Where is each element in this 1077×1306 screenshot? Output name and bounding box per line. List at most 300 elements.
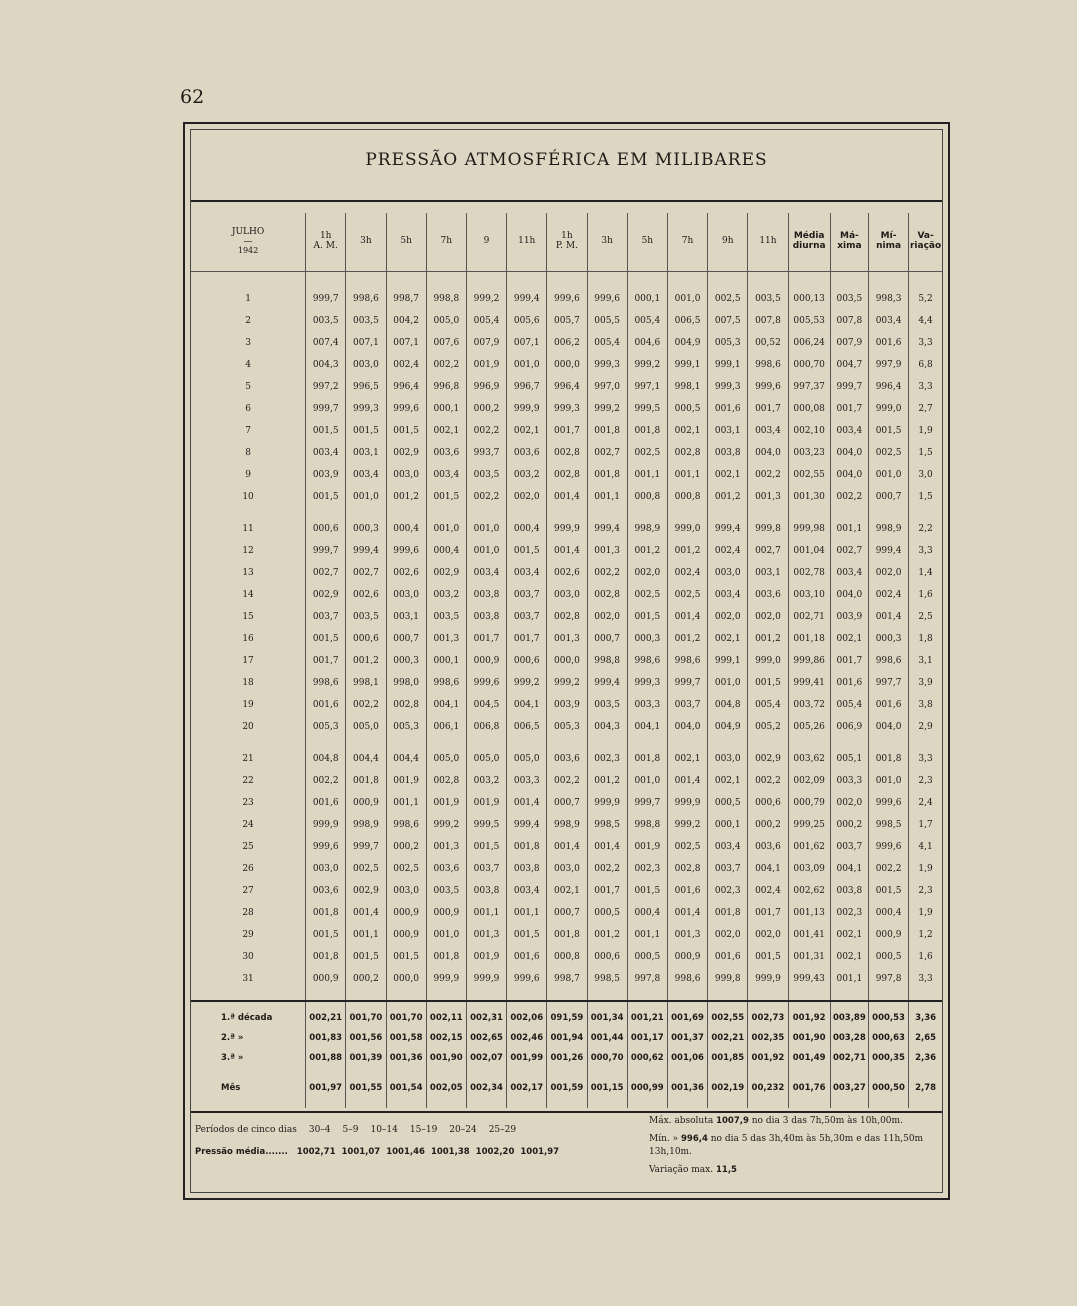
table-cell: 005,6 <box>507 310 547 332</box>
column-header-sub: nima <box>876 241 902 251</box>
summary-cell: 001,15 <box>587 1068 627 1108</box>
table-cell: 999,7 <box>306 398 346 420</box>
summary-cell: 002,65 <box>466 1028 506 1048</box>
table-cell: 003,0 <box>547 858 587 880</box>
summary-cell: 001,54 <box>386 1068 426 1108</box>
table-title: PRESSÃO ATMOSFÉRICA EM MILIBARES <box>365 150 768 170</box>
table-cell: 002,5 <box>667 584 707 606</box>
mean-pressure-value: 1002,71 <box>296 1147 336 1157</box>
table-row <box>191 716 942 738</box>
day-number: 8 <box>245 448 251 458</box>
table-cell: 006,2 <box>547 332 587 354</box>
table-cell: 002,8 <box>587 584 627 606</box>
summary-cell: 001,17 <box>627 1028 667 1048</box>
table-cell: 002,8 <box>547 464 587 486</box>
table-cell: 997,7 <box>868 672 908 694</box>
summary-cell: 00,232 <box>748 1068 788 1108</box>
table-cell: 002,8 <box>547 442 587 464</box>
table-cell: 999,2 <box>547 672 587 694</box>
day-number: 4 <box>245 360 251 370</box>
table-cell: 000,9 <box>667 946 707 968</box>
table-cell: 000,5 <box>868 946 908 968</box>
table-cell: 003,6 <box>306 880 346 902</box>
table-cell: 001,4 <box>868 606 908 628</box>
table-cell: 000,08 <box>788 398 830 420</box>
table-cell: 000,0 <box>547 354 587 376</box>
table-cell: 005,53 <box>788 310 830 332</box>
table-cell: 003,8 <box>466 880 506 902</box>
table-cell: 000,13 <box>788 272 830 311</box>
column-header-top: 7h <box>440 236 453 247</box>
table-cell: 999,41 <box>788 672 830 694</box>
table-cell: 003,3 <box>627 694 667 716</box>
table-cell: 001,6 <box>306 792 346 814</box>
day-number: 24 <box>242 820 254 830</box>
table-cell: 000,4 <box>426 540 466 562</box>
table-cell: 003,4 <box>708 584 748 606</box>
day-number: 20 <box>242 722 254 732</box>
table-cell: 007,8 <box>748 310 788 332</box>
table-cell: 002,3 <box>830 902 868 924</box>
table-cell: 001,5 <box>627 880 667 902</box>
table-cell: 998,7 <box>547 968 587 1001</box>
summary-cell: 002,21 <box>306 1001 346 1028</box>
table-cell: 003,62 <box>788 738 830 770</box>
table-cell: 007,9 <box>830 332 868 354</box>
table-cell: 001,3 <box>667 924 707 946</box>
table-cell: 004,8 <box>306 738 346 770</box>
table-cell: 996,8 <box>426 376 466 398</box>
table-cell: 005,4 <box>466 310 506 332</box>
table-row <box>191 946 942 968</box>
table-cell: 001,0 <box>466 508 506 540</box>
table-cell: 005,7 <box>547 310 587 332</box>
summary-cell: 001,94 <box>547 1028 587 1048</box>
table-cell: 999,8 <box>748 508 788 540</box>
table-cell: 004,4 <box>386 738 426 770</box>
table-cell: 004,3 <box>587 716 627 738</box>
table-cell: 004,0 <box>830 584 868 606</box>
column-header <box>909 213 942 272</box>
day-number: 28 <box>242 908 254 918</box>
table-cell: 004,0 <box>830 464 868 486</box>
table-cell: 001,7 <box>830 398 868 420</box>
summary-cell: 000,99 <box>627 1068 667 1108</box>
table-cell: 001,3 <box>426 628 466 650</box>
table-cell: 002,4 <box>708 540 748 562</box>
table-cell: 4,1 <box>909 836 942 858</box>
table-cell: 998,8 <box>627 814 667 836</box>
table-cell: 001,9 <box>466 792 506 814</box>
table-cell: 001,8 <box>547 924 587 946</box>
day-number: 6 <box>245 404 251 414</box>
table-cell: 2,7 <box>909 398 942 420</box>
table-cell: 001,6 <box>868 332 908 354</box>
mean-pressure-value: 1001,38 <box>430 1147 470 1157</box>
table-cell: 003,0 <box>306 858 346 880</box>
table-cell: 997,37 <box>788 376 830 398</box>
table-row <box>191 924 942 946</box>
table-cell: 003,8 <box>466 606 506 628</box>
table-cell: 2,3 <box>909 770 942 792</box>
table-cell: 001,7 <box>306 650 346 672</box>
min-absolute-value: 996,4 <box>681 1134 708 1145</box>
table-cell: 003,4 <box>346 464 386 486</box>
table-cell: 002,2 <box>547 770 587 792</box>
table-cell: 000,1 <box>426 398 466 420</box>
day-number: 1 <box>245 294 251 304</box>
table-cell: 1,9 <box>909 902 942 924</box>
table-cell: 999,0 <box>868 398 908 420</box>
table-row <box>191 792 942 814</box>
table-cell: 001,9 <box>386 770 426 792</box>
table-cell: 002,8 <box>426 770 466 792</box>
day-number: 13 <box>242 568 254 578</box>
table-cell: 002,09 <box>788 770 830 792</box>
table-cell: 003,1 <box>346 442 386 464</box>
table-cell: 002,1 <box>426 420 466 442</box>
table-cell: 000,4 <box>386 508 426 540</box>
table-cell: 000,9 <box>426 902 466 924</box>
table-cell: 001,9 <box>627 836 667 858</box>
table-cell: 002,7 <box>748 540 788 562</box>
table-cell: 999,2 <box>466 272 506 311</box>
table-cell: 2,5 <box>909 606 942 628</box>
table-cell: 004,0 <box>667 716 707 738</box>
table-cell: 002,9 <box>386 442 426 464</box>
summary-cell: 2,78 <box>909 1068 942 1108</box>
summary-cell: 001,37 <box>667 1028 707 1048</box>
table-cell: 003,4 <box>708 836 748 858</box>
table-cell: 005,2 <box>748 716 788 738</box>
table-cell: 001,5 <box>426 486 466 508</box>
table-cell: 999,3 <box>346 398 386 420</box>
table-cell: 002,5 <box>627 584 667 606</box>
table-cell: 996,4 <box>547 376 587 398</box>
summary-cell: 001,70 <box>346 1001 386 1028</box>
table-cell: 2,4 <box>909 792 942 814</box>
table-cell: 002,2 <box>587 562 627 584</box>
summary-cell: 001,26 <box>547 1048 587 1068</box>
table-cell: 001,5 <box>346 946 386 968</box>
table-cell: 999,4 <box>587 672 627 694</box>
column-header <box>426 213 466 272</box>
table-cell: 003,5 <box>748 272 788 311</box>
table-cell: 001,0 <box>868 464 908 486</box>
table-row <box>191 968 942 1001</box>
summary-row <box>191 1028 942 1048</box>
column-header-sub: A. M. <box>313 241 338 251</box>
column-header-top: 9h <box>721 236 734 247</box>
table-cell: 002,0 <box>748 606 788 628</box>
table-cell: 999,3 <box>547 398 587 420</box>
table-cell: 002,2 <box>830 486 868 508</box>
table-cell: 000,4 <box>627 902 667 924</box>
table-cell: 007,1 <box>346 332 386 354</box>
table-cell: 3,8 <box>909 694 942 716</box>
table-cell: 999,8 <box>708 968 748 1001</box>
table-cell: 999,7 <box>627 792 667 814</box>
table-row <box>191 738 942 770</box>
table-cell: 007,1 <box>507 332 547 354</box>
table-cell: 000,7 <box>547 792 587 814</box>
table-cell: 001,7 <box>748 902 788 924</box>
table-cell: 004,9 <box>708 716 748 738</box>
table-cell: 001,6 <box>306 694 346 716</box>
summary-cell: 001,55 <box>346 1068 386 1108</box>
table-cell: 003,5 <box>346 606 386 628</box>
day-number: 30 <box>242 952 254 962</box>
table-cell: 003,0 <box>346 354 386 376</box>
table-cell: 001,31 <box>788 946 830 968</box>
table-cell: 001,2 <box>346 650 386 672</box>
table-cell: 001,8 <box>306 902 346 924</box>
table-cell: 000,6 <box>587 946 627 968</box>
table-cell: 999,6 <box>306 836 346 858</box>
table-cell: 001,30 <box>788 486 830 508</box>
table-cell: 003,5 <box>466 464 506 486</box>
table-cell: 001,4 <box>587 836 627 858</box>
table-cell: 001,5 <box>386 420 426 442</box>
table-cell: 999,9 <box>547 508 587 540</box>
column-header-top: 3h <box>360 236 372 247</box>
day-number: 5 <box>245 382 251 392</box>
summary-cell: 003,89 <box>830 1001 868 1028</box>
table-cell: 001,6 <box>667 880 707 902</box>
table-cell: 001,9 <box>426 792 466 814</box>
table-cell: 999,6 <box>868 792 908 814</box>
day-number: 10 <box>242 492 254 502</box>
table-cell: 002,3 <box>587 738 627 770</box>
table-cell: 005,4 <box>627 310 667 332</box>
table-cell: 000,1 <box>708 814 748 836</box>
day-number: 11 <box>242 524 254 534</box>
table-cell: 001,3 <box>426 836 466 858</box>
table-cell: 001,0 <box>627 770 667 792</box>
table-cell: 001,3 <box>547 628 587 650</box>
footer-section <box>191 1111 942 1192</box>
mean-pressure-line <box>195 1147 615 1157</box>
table-cell: 001,6 <box>507 946 547 968</box>
table-cell: 002,6 <box>386 562 426 584</box>
table-cell: 999,86 <box>788 650 830 672</box>
table-cell: 999,6 <box>386 398 426 420</box>
day-number: 9 <box>245 470 251 480</box>
table-cell: 002,8 <box>547 606 587 628</box>
table-cell: 002,1 <box>507 420 547 442</box>
table-cell: 006,24 <box>788 332 830 354</box>
table-cell: 001,1 <box>830 508 868 540</box>
table-cell: 003,1 <box>386 606 426 628</box>
table-cell: 3,3 <box>909 376 942 398</box>
table-cell: 001,8 <box>627 738 667 770</box>
table-cell: 004,1 <box>830 858 868 880</box>
table-cell: 999,9 <box>306 814 346 836</box>
table-cell: 000,4 <box>868 902 908 924</box>
table-cell: 001,6 <box>830 672 868 694</box>
summary-cell: 000,70 <box>587 1048 627 1068</box>
summary-cell: 001,58 <box>386 1028 426 1048</box>
table-cell: 004,3 <box>306 354 346 376</box>
table-cell: 003,4 <box>426 464 466 486</box>
summary-cell: 002,05 <box>426 1068 466 1108</box>
table-cell: 001,4 <box>547 486 587 508</box>
table-cell: 999,25 <box>788 814 830 836</box>
table-cell: 000,7 <box>868 486 908 508</box>
table-cell: 001,4 <box>547 836 587 858</box>
table-cell: 001,7 <box>748 398 788 420</box>
table-cell: 999,4 <box>507 272 547 311</box>
table-cell: 002,1 <box>667 420 707 442</box>
table-row <box>191 508 942 540</box>
table-cell: 001,2 <box>667 628 707 650</box>
table-cell: 998,9 <box>627 508 667 540</box>
column-header <box>547 213 587 272</box>
table-cell: 003,5 <box>830 272 868 311</box>
table-cell: 001,2 <box>587 770 627 792</box>
table-cell: 002,9 <box>426 562 466 584</box>
table-cell: 998,6 <box>426 672 466 694</box>
table-row <box>191 540 942 562</box>
summary-cell: 001,83 <box>306 1028 346 1048</box>
table-cell: 003,8 <box>507 858 547 880</box>
table-cell: 001,2 <box>386 486 426 508</box>
table-cell: 001,8 <box>627 420 667 442</box>
table-cell: 001,9 <box>466 354 506 376</box>
table-cell: 997,0 <box>587 376 627 398</box>
table-cell: 005,0 <box>426 310 466 332</box>
table-cell: 003,3 <box>507 770 547 792</box>
table-cell: 004,8 <box>708 694 748 716</box>
table-cell: 999,0 <box>748 650 788 672</box>
day-number: 12 <box>242 546 254 556</box>
table-cell: 000,1 <box>426 650 466 672</box>
column-header-top: Má- <box>839 231 859 242</box>
table-cell: 002,4 <box>868 584 908 606</box>
table-cell: 999,3 <box>587 354 627 376</box>
table-cell: 001,4 <box>507 792 547 814</box>
table-cell: 001,3 <box>587 540 627 562</box>
summary-cell: 003,27 <box>830 1068 868 1108</box>
column-header-top: 7h <box>681 236 694 247</box>
table-cell: 000,3 <box>386 650 426 672</box>
table-cell: 003,4 <box>507 562 547 584</box>
summary-cell: 001,36 <box>667 1068 707 1108</box>
table-cell: 002,1 <box>547 880 587 902</box>
table-cell: 996,9 <box>466 376 506 398</box>
summary-cell: 2,36 <box>909 1048 942 1068</box>
table-cell: 002,2 <box>466 486 506 508</box>
table-cell: 003,8 <box>466 584 506 606</box>
table-cell: 000,0 <box>547 650 587 672</box>
table-cell: 999,0 <box>667 508 707 540</box>
periods-block <box>195 1125 615 1157</box>
table-cell: 001,2 <box>708 486 748 508</box>
table-cell: 001,1 <box>627 924 667 946</box>
periods-label: Períodos de cinco dias <box>195 1125 297 1135</box>
summary-cell: 091,59 <box>547 1001 587 1028</box>
table-cell: 002,3 <box>708 880 748 902</box>
summary-cell: 002,46 <box>507 1028 547 1048</box>
summary-cell: 000,35 <box>868 1048 908 1068</box>
table-cell: 004,1 <box>426 694 466 716</box>
table-cell: 000,3 <box>627 628 667 650</box>
day-number: 15 <box>242 612 254 622</box>
table-cell: 004,5 <box>466 694 506 716</box>
extremes-block <box>649 1115 949 1183</box>
table-cell: 1,4 <box>909 562 942 584</box>
summary-cell: 001,56 <box>346 1028 386 1048</box>
column-header <box>466 213 506 272</box>
mean-pressure-label: Pressão média....... <box>195 1147 288 1157</box>
mean-pressure-value: 1001,46 <box>386 1147 425 1157</box>
table-cell: 999,2 <box>426 814 466 836</box>
table-cell: 000,70 <box>788 354 830 376</box>
column-header-sub: riação <box>909 241 942 251</box>
table-cell: 003,10 <box>788 584 830 606</box>
table-cell: 998,1 <box>667 376 707 398</box>
column-header <box>748 213 788 272</box>
summary-cell: 001,90 <box>788 1028 830 1048</box>
table-cell: 005,0 <box>346 716 386 738</box>
table-cell: 002,7 <box>346 562 386 584</box>
table-cell: 001,4 <box>346 902 386 924</box>
table-cell: 002,55 <box>788 464 830 486</box>
table-cell: 004,9 <box>667 332 707 354</box>
table-cell: 003,6 <box>426 858 466 880</box>
table-cell: 1,9 <box>909 858 942 880</box>
daily-rows <box>191 272 942 1002</box>
table-cell: 002,10 <box>788 420 830 442</box>
table-cell: 001,5 <box>748 946 788 968</box>
table-cell: 998,5 <box>587 814 627 836</box>
table-cell: 000,6 <box>346 628 386 650</box>
table-cell: 001,2 <box>587 924 627 946</box>
day-number: 16 <box>242 634 254 644</box>
table-row <box>191 332 942 354</box>
table-cell: 5,2 <box>909 272 942 311</box>
table-row <box>191 902 942 924</box>
table-cell: 003,4 <box>748 420 788 442</box>
table-cell: 003,0 <box>708 562 748 584</box>
summary-cell: 002,19 <box>708 1068 748 1108</box>
table-cell: 001,4 <box>667 902 707 924</box>
table-cell: 997,8 <box>868 968 908 1001</box>
column-header <box>386 213 426 272</box>
table-cell: 001,6 <box>868 694 908 716</box>
table-cell: 4,4 <box>909 310 942 332</box>
column-header <box>868 213 908 272</box>
table-cell: 000,5 <box>587 902 627 924</box>
table-cell: 005,1 <box>830 738 868 770</box>
table-cell: 1,2 <box>909 924 942 946</box>
table-cell: 999,9 <box>466 968 506 1001</box>
mean-pressure-value: 1001,07 <box>341 1147 381 1157</box>
summary-cell: 001,90 <box>426 1048 466 1068</box>
column-header <box>830 213 868 272</box>
day-number: 14 <box>242 590 254 600</box>
summary-cell: 2,65 <box>909 1028 942 1048</box>
table-cell: 002,3 <box>627 858 667 880</box>
table-cell: 004,1 <box>627 716 667 738</box>
table-cell: 002,0 <box>708 606 748 628</box>
table-cell: 006,9 <box>830 716 868 738</box>
table-cell: 001,5 <box>466 836 506 858</box>
table-cell: 001,62 <box>788 836 830 858</box>
day-number: 19 <box>242 700 254 710</box>
summary-cell: 001,76 <box>788 1068 830 1108</box>
summary-cell: 002,73 <box>748 1001 788 1028</box>
